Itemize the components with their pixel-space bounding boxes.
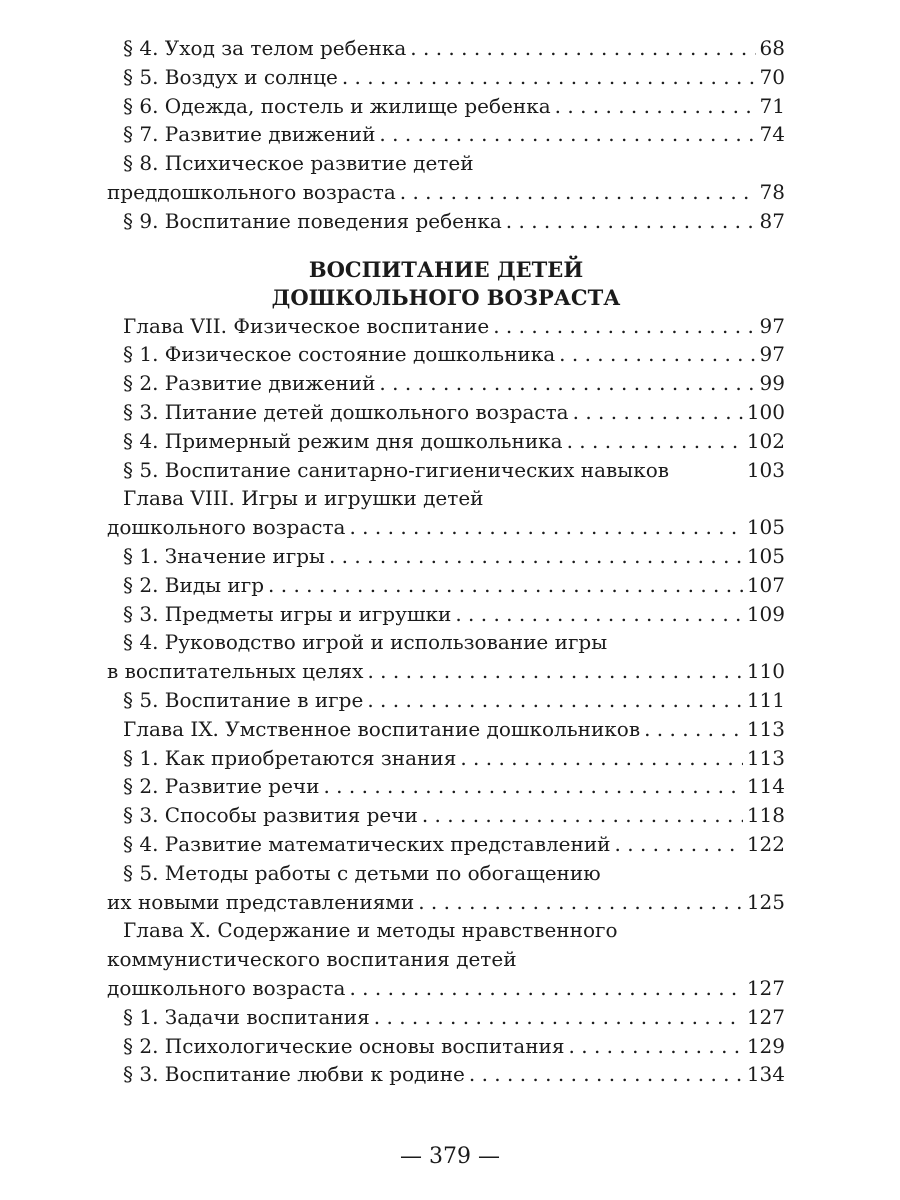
dot-leader [506,207,756,236]
toc-entry-page: 113 [746,716,785,741]
toc-entry-title: § 1. Задачи воспитания [123,1004,370,1029]
toc-entry [107,456,785,485]
toc-entry [107,974,785,1003]
toc-entry-page: 87 [759,208,785,233]
toc-entry [107,657,785,686]
toc-entry [107,484,785,513]
toc-entry-title: § 2. Развитие речи [123,774,320,799]
toc-entry-title: § 4. Примерный режим дня дошкольника [123,428,563,453]
dot-leader [422,801,743,830]
toc-entry-title: § 8. Психическое развитие детей [123,151,474,176]
dot-leader [644,715,743,744]
dot-leader [342,63,756,92]
toc-entry-title: § 6. Одежда, постель и жилище ребенка [123,93,551,118]
toc-entry-page: 105 [746,515,785,540]
toc-entry [107,1060,785,1089]
toc-entry-title: § 9. Воспитание поведения ребенка [123,208,502,233]
toc-entry [107,888,785,917]
toc-entry-title: § 4. Руководство игрой и использование игры [123,630,608,655]
toc-entry [107,34,785,63]
toc-entry-title: § 3. Питание детей дошкольного возраста [123,399,569,424]
dot-leader [493,312,755,341]
toc-entry-title: § 2. Психологические основы воспитания [123,1033,565,1058]
toc-entry-page: 127 [746,975,785,1000]
toc-entry-page: 97 [759,313,785,338]
toc-entry [107,916,785,945]
toc-entry-page: 125 [746,889,785,914]
toc-entry [107,178,785,207]
toc-entry-page: 110 [746,659,785,684]
toc-entry [107,542,785,571]
toc-entry-page: 103 [746,457,785,482]
toc-entry-title: § 4. Развитие математических представлений [123,831,611,856]
dot-leader [569,1032,743,1061]
toc-entry [107,63,785,92]
dot-leader [379,369,755,398]
section-heading-line-1: ВОСПИТАНИЕ ДЕТЕЙ [308,256,584,282]
toc-entry-page: 70 [759,64,785,89]
toc-entry [107,744,785,773]
toc-entry-title: § 5. Воздух и солнце [123,64,338,89]
dot-leader [268,571,743,600]
toc-entry-page: 122 [746,831,785,856]
toc-entry [107,92,785,121]
toc-entry-title: Глава X. Содержание и методы нравственного [123,918,618,943]
dot-leader [555,92,756,121]
toc-entry-title: § 3. Воспитание любви к родине [123,1062,465,1087]
toc-entry-title: дошкольного возраста [107,975,346,1000]
toc-entry [107,1032,785,1061]
dot-leader [349,513,742,542]
toc-entry-title: их новыми представлениями [107,889,415,914]
dot-leader [418,888,743,917]
toc-entry [107,149,785,178]
toc-entry [107,207,785,236]
toc-section-list [107,312,785,1090]
toc-entry [107,1003,785,1032]
toc-entry-page: 105 [746,543,785,568]
toc-entry [107,945,785,974]
toc-entry-title: Глава VII. Физическое воспитание [123,313,490,338]
toc-entry [107,801,785,830]
toc-entry [107,600,785,629]
toc-entry [107,715,785,744]
toc-entry-page: 114 [746,774,785,799]
toc-entry-page: 113 [746,745,785,770]
toc-entry [107,427,785,456]
toc-entry-title: коммунистического воспитания детей [107,947,517,972]
toc-entry [107,571,785,600]
toc-entry [107,686,785,715]
dot-leader [349,974,742,1003]
dot-leader [379,120,755,149]
toc-entry [107,398,785,427]
toc-top-list [107,34,785,236]
dot-leader [367,686,743,715]
toc-entry-page: 102 [746,428,785,453]
toc-entry-page: 100 [746,399,785,424]
toc-entry-title: § 7. Развитие движений [123,122,376,147]
toc-entry-title: § 1. Физическое состояние дошкольника [123,342,556,367]
toc-entry-page: 97 [759,342,785,367]
toc-entry-title: преддошкольного возраста [107,179,396,204]
toc-entry-page: 111 [746,687,785,712]
toc-entry-title: § 5. Воспитание в игре [123,687,364,712]
toc-entry-page: 134 [746,1062,785,1087]
toc-entry-title: дошкольного возраста [107,515,346,540]
toc-entry-page: 107 [746,572,785,597]
toc-entry-page: 127 [746,1004,785,1029]
toc-entry-page: 99 [759,371,785,396]
toc-entry [107,830,785,859]
dot-leader [455,600,743,629]
dot-leader [460,744,742,773]
dot-leader [559,340,755,369]
dot-leader [410,34,755,63]
dot-leader [329,542,743,571]
toc-entry-title: § 1. Как приобретаются знания [123,745,457,770]
toc-entry-page: 109 [746,601,785,626]
dot-leader [323,772,742,801]
toc-entry [107,312,785,341]
table-of-contents [107,34,785,1089]
toc-entry-title: Глава IX. Умственное воспитание дошкольников [123,716,641,741]
section-heading [107,256,785,312]
dot-leader [400,178,756,207]
toc-entry-page: 78 [759,179,785,204]
toc-entry-title: Глава VIII. Игры и игрушки детей [123,486,484,511]
dot-leader [573,398,743,427]
dot-leader [367,657,742,686]
toc-entry-title: § 3. Способы развития речи [123,803,418,828]
toc-entry-title: в воспитательных целях [107,659,364,684]
toc-entry-title: § 5. Воспитание санитарно-гигиенических навыков [123,457,670,482]
toc-entry [107,772,785,801]
toc-entry-title: § 5. Методы работы с детьми по обогащению [123,860,601,885]
toc-entry [107,628,785,657]
toc-entry-title: § 2. Виды игр [123,572,265,597]
dot-leader [615,830,743,859]
toc-entry-title: § 4. Уход за телом ребенка [123,36,407,60]
toc-entry [107,120,785,149]
toc-entry [107,369,785,398]
toc-entry-page: 68 [759,36,785,60]
section-heading-line-2: ДОШКОЛЬНОГО ВОЗРАСТА [271,284,621,310]
dot-leader [469,1060,743,1089]
toc-entry-page: 118 [746,803,785,828]
toc-entry-page: 129 [746,1033,785,1058]
toc-entry [107,340,785,369]
page-number: — 379 — [400,1144,500,1169]
toc-entry [107,859,785,888]
toc-entry-title: § 2. Развитие движений [123,371,376,396]
dot-leader [567,427,743,456]
dot-leader [374,1003,743,1032]
toc-entry-page: 71 [759,93,785,118]
toc-entry [107,513,785,542]
toc-entry-title: § 1. Значение игры [123,543,325,568]
toc-entry-title: § 3. Предметы игры и игрушки [123,601,452,626]
toc-entry-page: 74 [759,122,785,147]
